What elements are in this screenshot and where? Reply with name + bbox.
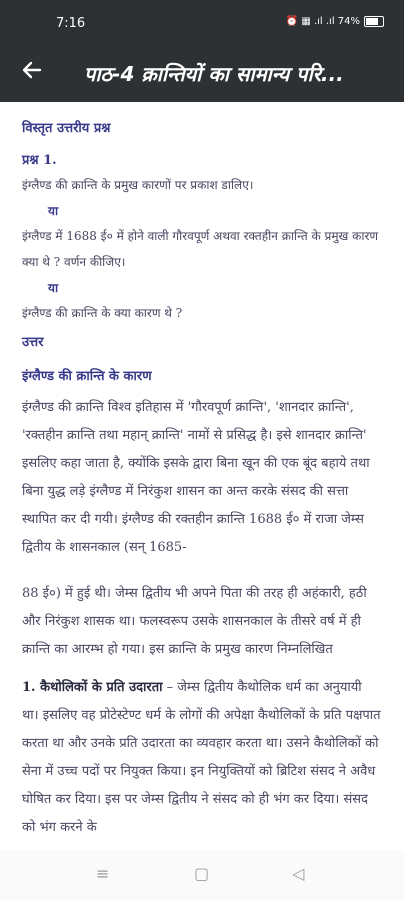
home-icon[interactable]: ▢ <box>194 864 210 883</box>
question-label: प्रश्न 1. <box>22 153 57 168</box>
app-bar <box>0 46 404 102</box>
document-page-1 <box>22 118 382 562</box>
section-heading: विस्तृत उत्तरीय प्रश्न <box>22 121 111 136</box>
answer-label: उत्तर <box>22 335 44 350</box>
question-line-3: इंग्लैण्ड की क्रान्ति के क्या कारण थे ? <box>22 306 183 320</box>
topic-1-heading: 1. कैथोलिकों के प्रति उदारता <box>22 680 163 695</box>
answer-paragraph-2: 88 ई०) में हुई थी। जेम्स द्वितीय भी अपने पिता की तरह ही अहंकारी, हठी और निरंकुश शासक था। फलस्वरूप उसके शासनकाल के तीसरे वर्ष में ही क्रान्ति का आरम्भ हो गया। इस क्रान्ति के प्रमुख कारण निम्नलिखित <box>22 586 367 657</box>
answer-paragraph-1: इंग्लैण्ड की क्रान्ति विश्व इतिहास में 'गौरवपूर्ण क्रान्ति', 'शानदार क्रान्ति', 'रक्तहीन क्रान्ति तथा महान् क्रान्ति' नामों से प्रसिद्ध है। इसे शानदार क्रान्ति' इसलिए कहा जाता है, क्योंकि इसके द्वारा बिना खून की एक बूंद बहाये तथा बिना युद्ध लड़े इंग्लैण्ड में निरंकुश शासन का अन्त करके संसद की सत्ता स्थापित कर दी गयी। इंग्लैण्ड की रक्तहीन क्रान्ति 1688 ई० में राजा जेम्स द्वितीय के शासनकाल (सन् 1685- <box>22 400 370 555</box>
status-bar <box>0 0 404 46</box>
status-indicators <box>286 16 384 27</box>
or-label-1: या <box>48 204 59 218</box>
status-time: 7:16 <box>56 16 86 31</box>
document-page-2 <box>22 580 382 842</box>
topic-1-body: – जेम्स द्वितीय कैथोलिक धर्म का अनुयायी था। इसलिए वह प्रोटेस्टेण्ट धर्म के लोगों की अपेक्षा कैथोलिकों के प्रति पक्षपात करता था और उनके प्रति उदारता का व्यवहार करता था। उसने कैथोलिकों को सेना में उच्च पदों पर नियुक्त किया। इन नियुक्तियों को ब्रिटिश संसद ने अवैध घोषित कर दिया। इस पर जेम्स द्वितीय ने संसद को ही भंग कर दिया। संसद को भंग करने के <box>22 680 381 835</box>
recents-icon[interactable]: ≡ <box>96 864 110 883</box>
answer-heading: इंग्लैण्ड की क्रान्ति के कारण <box>22 369 152 384</box>
back-button[interactable] <box>20 58 48 86</box>
topic-1 <box>22 674 382 842</box>
system-nav-bar <box>0 850 404 900</box>
status-icons-text: ⏰ ▦ .ıl .ıl 74% <box>285 16 360 27</box>
arrow-left-icon <box>20 58 44 82</box>
back-nav-icon[interactable]: ◁ <box>292 864 305 883</box>
or-label-2: या <box>48 281 59 295</box>
page-title: पाठ-4 क्रान्तियों का सामान्य परि... <box>84 62 344 86</box>
question-line-1: इंग्लैण्ड की क्रान्ति के प्रमुख कारणों पर प्रकाश डालिए। <box>22 178 254 192</box>
battery-icon <box>364 16 384 27</box>
question-line-2: इंग्लैण्ड में 1688 ई० में होने वाली गौरवपूर्ण अथवा रक्तहीन क्रान्ति के प्रमुख कारण क्या थे ? वर्णन कीजिए। <box>22 229 379 269</box>
document-view[interactable] <box>0 102 404 850</box>
